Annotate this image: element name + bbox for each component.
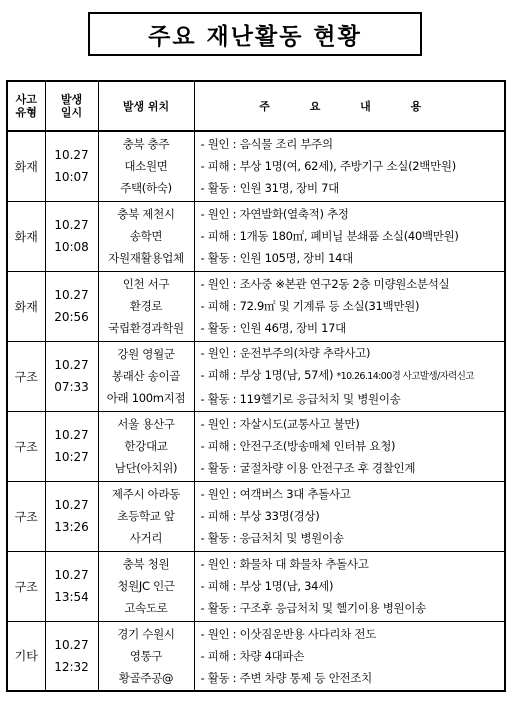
row-type: 구조 [7, 411, 45, 481]
table-header-row [7, 81, 505, 131]
content-damage: - 피해 : 72.9㎡ 및 기계류 등 소실(31백만원) [200, 299, 420, 313]
header-time-line1: 발생 [60, 93, 83, 106]
header-type-line1: 사고 [15, 93, 37, 106]
row-location [98, 271, 194, 341]
row-content [194, 551, 505, 621]
page-title: 주요 재난활동 현황 [88, 12, 422, 56]
location-line: 사거리 [129, 531, 163, 545]
location-line: 남단(아치위) [114, 461, 178, 475]
damage-text: - 피해 : 부상 1명(남, 57세) [200, 368, 334, 382]
location-line: 충북 충주 [122, 137, 170, 152]
content-damage: - 피해 : 부상 1명(남, 34세) [200, 579, 334, 593]
row-time: 13:54 [54, 590, 89, 604]
row-type: 화재 [7, 131, 45, 201]
table-row [7, 621, 505, 691]
content-cause: - 원인 : 운전부주의(차량 추락사고) [200, 346, 371, 360]
content-damage: - 피해 : 1개동 180㎡, 폐비닐 분쇄품 소실(40백만원) [200, 229, 459, 243]
content-cause: - 원인 : 음식물 조리 부주의 [200, 137, 333, 152]
row-date: 10.27 [54, 288, 89, 302]
location-line: 국립환경과학원 [108, 321, 184, 335]
content-damage: - 피해 : 차량 4대파손 [200, 648, 305, 663]
content-action: - 활동 : 인원 31명, 장비 7대 [200, 181, 339, 196]
row-time: 10:27 [54, 450, 89, 464]
table-row [7, 341, 505, 411]
location-line: 대소원면 [124, 159, 168, 174]
row-time: 07:33 [54, 380, 89, 394]
table-row [7, 131, 505, 201]
table-row [7, 411, 505, 481]
row-location [98, 341, 194, 411]
content-cause: - 원인 : 화물차 대 화물차 추돌사고 [200, 557, 369, 571]
row-location [98, 411, 194, 481]
row-datetime [45, 411, 98, 481]
row-datetime [45, 201, 98, 271]
location-line: 봉래산 송이골 [111, 369, 181, 383]
row-content [194, 411, 505, 481]
row-datetime [45, 621, 98, 691]
row-location [98, 131, 194, 201]
location-line: 고속도로 [124, 601, 168, 615]
table-row [7, 481, 505, 551]
table-row [7, 551, 505, 621]
content-action: - 활동 : 119헬기로 응급처치 및 병원이송 [200, 392, 401, 406]
row-date: 10.27 [54, 568, 89, 582]
location-line: 강원 영월군 [117, 347, 175, 361]
location-line: 송학면 [129, 229, 163, 243]
disaster-activity-table [6, 80, 506, 692]
content-action: - 활동 : 주변 차량 통제 등 안전조치 [200, 670, 372, 685]
content-cause: - 원인 : 이삿짐운반용 사다리차 전도 [200, 626, 377, 641]
content-action: - 활동 : 인원 46명, 장비 17대 [200, 321, 346, 335]
content-action: - 활동 : 응급처치 및 병원이송 [200, 531, 344, 545]
row-type: 화재 [7, 271, 45, 341]
location-line: 영통구 [129, 648, 163, 663]
row-type: 구조 [7, 551, 45, 621]
row-time: 10:07 [54, 170, 89, 185]
row-type: 구조 [7, 481, 45, 551]
content-damage [201, 364, 505, 388]
row-time: 13:26 [54, 520, 89, 534]
header-location: 발생 위치 [98, 81, 194, 131]
location-line: 초등학교 앞 [117, 509, 175, 523]
row-datetime [45, 131, 98, 201]
row-datetime [45, 481, 98, 551]
content-damage: - 피해 : 안전구조(방송매체 인터뷰 요청) [200, 439, 396, 453]
row-datetime [45, 551, 98, 621]
location-line: 자원재활용업체 [108, 251, 184, 265]
row-time: 10:08 [54, 240, 89, 254]
row-type: 구조 [7, 341, 45, 411]
table-row [7, 271, 505, 341]
row-content [194, 621, 505, 691]
location-line: 청원JC 인근 [117, 579, 175, 593]
location-line: 환경로 [129, 299, 163, 313]
damage-note: *10.26.14:00경 사고발생/자력신고 [336, 371, 474, 382]
header-accident-type [7, 81, 45, 131]
header-time-line2: 일시 [60, 106, 83, 119]
header-occurrence-time [45, 81, 98, 131]
row-datetime [45, 271, 98, 341]
row-content [194, 131, 505, 201]
location-line: 인천 서구 [122, 277, 170, 291]
row-location [98, 551, 194, 621]
row-date: 10.27 [54, 218, 89, 232]
row-date: 10.27 [54, 148, 89, 163]
row-date: 10.27 [54, 428, 89, 442]
row-date: 10.27 [54, 498, 89, 512]
content-action: - 활동 : 굴절차량 이용 안전구조 후 경찰인계 [200, 461, 416, 475]
content-cause: - 원인 : 조사중 ※본관 연구2동 2층 미량원소분석실 [200, 277, 450, 291]
row-location [98, 621, 194, 691]
content-action: - 활동 : 구조후 응급처치 및 헬기이용 병원이송 [200, 601, 426, 615]
row-type: 화재 [7, 201, 45, 271]
location-line: 충북 청원 [122, 557, 170, 571]
content-cause: - 원인 : 자연발화(열축적) 추정 [200, 207, 349, 221]
row-content [194, 201, 505, 271]
location-line: 경기 수원시 [117, 626, 175, 641]
row-time: 20:56 [54, 310, 89, 324]
table-row [7, 201, 505, 271]
header-content-label: 주 요 내 용 [259, 99, 440, 113]
content-action: - 활동 : 인원 105명, 장비 14대 [200, 251, 353, 265]
location-line: 충북 제천시 [117, 207, 175, 221]
row-date: 10.27 [54, 358, 89, 372]
content-cause: - 원인 : 여객버스 3대 추돌사고 [200, 487, 351, 501]
content-damage: - 피해 : 부상 33명(경상) [200, 509, 320, 523]
row-content [194, 341, 505, 411]
header-type-line2: 유형 [15, 106, 37, 119]
row-date: 10.27 [54, 637, 89, 652]
location-line: 아래 100m지점 [106, 391, 186, 405]
row-content [194, 271, 505, 341]
row-time: 12:32 [54, 659, 89, 674]
row-type: 기타 [7, 621, 45, 691]
location-line: 황골주공@ [118, 670, 174, 685]
row-content [194, 481, 505, 551]
row-location [98, 201, 194, 271]
location-line: 한강대교 [124, 439, 168, 453]
content-damage: - 피해 : 부상 1명(여, 62세), 주방기구 소실(2백만원) [200, 159, 456, 174]
header-main-content [194, 81, 505, 131]
content-cause: - 원인 : 자살시도(교통사고 불만) [200, 417, 360, 431]
row-location [98, 481, 194, 551]
row-datetime [45, 341, 98, 411]
location-line: 서울 용산구 [117, 417, 175, 431]
location-line: 제주시 아라동 [111, 487, 181, 501]
location-line: 주택(하숙) [120, 181, 172, 196]
